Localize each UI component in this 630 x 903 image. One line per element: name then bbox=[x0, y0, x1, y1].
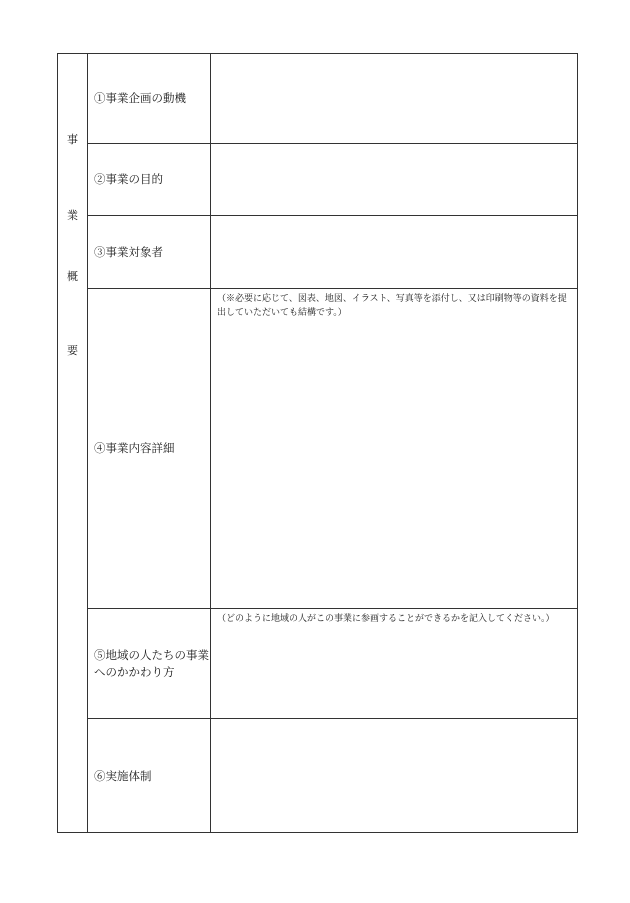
row-input-area[interactable] bbox=[211, 216, 578, 288]
row-motivation bbox=[88, 54, 578, 144]
side-label-char: 要 bbox=[67, 344, 78, 357]
row-target-audience bbox=[88, 216, 578, 289]
side-label-char: 概 bbox=[67, 270, 78, 283]
row-note: （どのように地域の人がこの事業に参画することができるかを記入してください。） bbox=[217, 614, 555, 624]
side-label-column bbox=[58, 54, 88, 832]
row-label: ④事業内容詳細 bbox=[88, 289, 211, 608]
row-community-involvement bbox=[88, 609, 578, 719]
row-input-area[interactable] bbox=[211, 144, 578, 215]
row-label: ②事業の目的 bbox=[88, 144, 211, 215]
row-label: ①事業企画の動機 bbox=[88, 54, 211, 143]
row-purpose bbox=[88, 144, 578, 216]
side-label-char: 業 bbox=[67, 209, 78, 222]
row-label: ③事業対象者 bbox=[88, 216, 211, 288]
row-details bbox=[88, 289, 578, 609]
row-label: ⑤地域の人たちの事業へのかかわり方 bbox=[88, 609, 211, 718]
project-overview-table bbox=[57, 53, 578, 833]
row-input-area[interactable] bbox=[211, 609, 578, 718]
row-note: （※必要に応じて、図表、地図、イラスト、写真等を添付し、又は印刷物等の資料を提出していただいても結構です。） bbox=[217, 294, 567, 318]
row-input-area[interactable] bbox=[211, 289, 578, 608]
row-input-area[interactable] bbox=[211, 719, 578, 833]
row-label: ⑥実施体制 bbox=[88, 719, 211, 833]
side-label-char: 事 bbox=[67, 133, 78, 146]
row-input-area[interactable] bbox=[211, 54, 578, 143]
row-implementation-structure bbox=[88, 719, 578, 833]
